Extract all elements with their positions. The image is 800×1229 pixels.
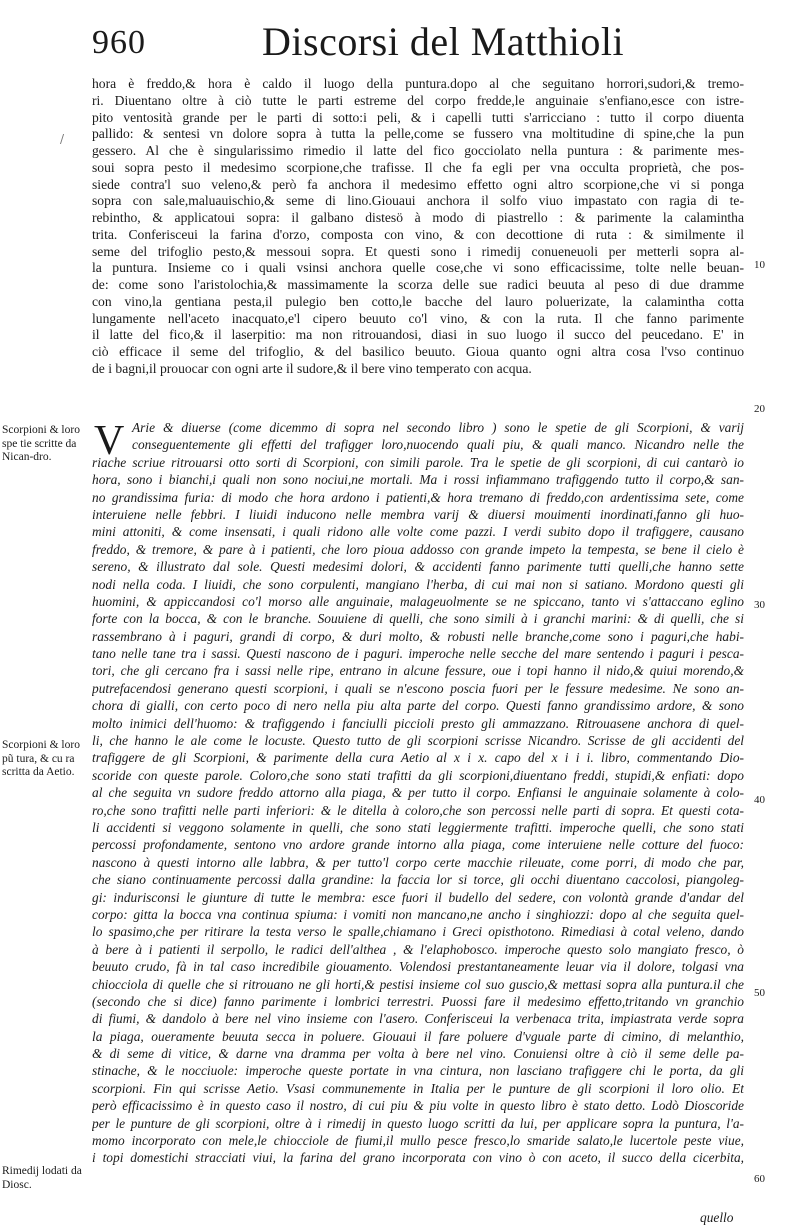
- text-line: interuiene nelle febbri. I liuidi inducono nelle membra varij & diuersi mouimenti inordinati,fanno gli huo-: [92, 506, 744, 522]
- text-line: hora è freddo,& hora è caldo il luogo della puntura.dopo al che seguitano horrori,sudori,& tremo-: [92, 76, 744, 91]
- text-line: de i bagni,il prouocar con ogni arte il sudore,& il bere vino temperato con acqua.: [92, 360, 532, 376]
- page-number: 960: [92, 24, 146, 61]
- text-line: con vino,la gentiana pesta,il pulegio ben cotto,le bacche del lauro poluerizate, la calamintha cotta: [92, 293, 744, 309]
- margin-note: Scorpioni & loro pũ tura, & cu ra scritta da Aetio.: [2, 739, 80, 778]
- text-line: sereno, & illustrato dal sole. Questi medesimi dolori, & accidenti fanno parimente tutti quelli,che hanno sette: [92, 559, 744, 575]
- text-line: corpo: gitta la bocca vna continua spiuma: i vomiti non mancano,ne ancho i singhiozzi: dopo al che seguita quel-: [92, 906, 744, 922]
- text-line: seme del trifoglio pesto,& messoui sopra. Et questi sono i rimedij conueneuoli per metterli sopra al-: [92, 243, 744, 259]
- text-line: il latte del fico,& il laserpitio: ma non ritrouandosi, diasi in suo luogo il succo del peucedano. E' in: [92, 327, 744, 343]
- text-line: trita. Conferisceui la farina d'orzo, composta con vino, & con decottione di ruta : & similmente il: [92, 226, 744, 242]
- line-number: 60: [754, 1173, 765, 1185]
- text-line: tori, che gli cercano fra i sassi nelle ripe, entrano in alcune fessure, oue i topi hanno il nido,& quiui morendo,&: [92, 663, 744, 679]
- text-line: freddo, & tremore, & pare à i patienti, che loro pioua addosso con grande impeto la tempesta, se bene il cielo è: [92, 541, 744, 557]
- text-line: nodi nella coda. I liuidi, che sono corpulenti, mangiano l'herba, di cui mai non si satiano. Mordono questi gli: [92, 576, 744, 592]
- text-line: lungamente nell'aceto inacquato,e'l cipero beuuto co'l vino, & con la ruta. Il che fanno parimente: [92, 310, 744, 326]
- text-line: la puntura. Insieme co i quali vsinsi anchora quelle cose,che vi sono efficacissime, tolte nelle beuan-: [92, 260, 744, 276]
- text-line: i topi domestichi stracciati viui, la farina del grano incorporata con vino ò con aceto, il succo della cicerbita,: [92, 1150, 744, 1166]
- text-line: conseguentemente gli effetti del trafigger loro,nuocendo quali piu, & quali manco. Nicandro nelle the: [132, 437, 744, 453]
- text-line: molto inimici dell'huomo: & trafiggendo i fanciulli piccioli presto gli ammazzano. Ritrouasene anchora di quel-: [92, 715, 744, 731]
- text-line: tano nelle tane tra i sassi. Questi nascono de i paguri. imperoche nelle secche del mare sentendo i paguri i pesca-: [92, 646, 744, 662]
- margin-note: Scorpioni & loro spe tie scritte da Nican-dro.: [2, 424, 80, 463]
- line-number: 10: [754, 259, 765, 271]
- upper-paragraph: [92, 76, 744, 378]
- text-line: li, che hanno le ale come le locuste. Questo tutto de gli scorpioni scrisse Nicandro. Scrisse de gli accidenti del: [92, 733, 744, 749]
- text-line: di fiumi, & dandolo à bere nel vino insieme con l'asero. Conferisceui la verbenaca trita, impiastrata verde sopra: [92, 1011, 744, 1027]
- text-line: no grandissima furia: di modo che hora ardono i patienti,& hora tremano di freddo,con ardentissima sete, come: [92, 489, 744, 505]
- text-line: Arie & diuerse (come dicemmo di sopra nel secondo libro ) sono le spetie de gli Scorpioni, & varij: [132, 420, 744, 435]
- text-line: scoride con queste parole. Coloro,che sono stati trafitti da gli scorpioni,diuentano freddi, stupidi,& enfiati: dopo: [92, 767, 744, 783]
- catchword: quello: [700, 1210, 734, 1225]
- text-line: hora, sono i bianchi,i quali non sono nociui,ne mortali. Ma i rossi infiammano trafiggendo tutto il corpo,& san-: [92, 472, 744, 488]
- text-line: ciò efficace il seme del trifoglio, & del basilico beuuto. Gioua quanto ogni altra cosa l'vso continuo: [92, 344, 744, 359]
- line-number: 30: [754, 599, 765, 611]
- margin-note: Rimedij lodati da Diosc.: [2, 1165, 82, 1191]
- text-line: mini attoniti, & come insensati, i quali ridono alle volte come pazzi. I verdi subito dopo il trafiggere, causano: [92, 524, 744, 540]
- text-line: scorpioni. Fin qui scrisse Aetio. Vsasi communemente in Italia per le punture de gli scorpioni il loro olio. Et: [92, 1080, 744, 1096]
- text-line: siede contra'l suo veleno,& però fa anchora il medesimo effetto ogni altro scorpione,che vi si ponga: [92, 176, 744, 192]
- text-line: gessero. Al che è singularissimo rimedio il latte del fico gocciolato nella puntura : & parimente mes-: [92, 143, 744, 158]
- text-line: sopra con sale,maluauischio,& seme di lino.Giouaui anchora il solfo viuo impastato con ragia di te-: [92, 193, 744, 209]
- line-number: 20: [754, 403, 765, 415]
- text-line: la piaga, oueramente beuuta secca in poluere. Giouaui il fare poluere d'vguale parte di cimino, di melanthio,: [92, 1028, 744, 1044]
- text-line: à bere à i patienti il serpollo, le radici dell'althea , & l'elaphobosco. imperoche questo solo mangiato fresco, ò: [92, 941, 744, 957]
- text-line: riache scriue ritrouarsi otto sorti di Scorpioni, con simili parole. Tra le spetie de gli scorpioni, di cui cantarò io: [92, 454, 744, 470]
- text-line: ri. Diuentano oltre à ciò tutte le parti estreme del corpo fredde,le anguinaie s'enfiano,esce con istre-: [92, 92, 744, 108]
- text-line: putrefacendosi generano questi scorpioni, i quali se n'escono poscia fuori per le fessure medesime. Ne sono an-: [92, 680, 744, 696]
- text-line: per le punture de gli scorpioni, oltre à i rimedij in questo luogo scritti da lui, per applicare sopra la puntura, l'a-: [92, 1115, 744, 1131]
- text-line: trafiggere de gli Scorpioni, & parimente della cura Aetio al x i x. capo del x i i i. libro, commentando Dio-: [92, 750, 744, 766]
- text-line: (secondo che si dice) fanno parimente i lombrici terrestri. Puossi fare il medesimo effetto,tritando vn granchio: [92, 993, 744, 1009]
- text-line: rebintho, & applicatoui sopra: il galbano distesö à modo di piastrello : & parimente la calamintha: [92, 210, 744, 225]
- text-line: momo incorporato con mele,le chiocciole de fiumi,il mullo pesce fresco,lo smaride salato,le lucertole peste viue,: [92, 1133, 744, 1149]
- text-line: gi: indurisconsi le giunture di tutte le membra: esce fuori il budello del sedere, con volontà grande d'andar del: [92, 889, 744, 905]
- text-line: soui sopra pesto il medesimo scorpione,che trafisse. Il che fa egli per vna occulta proprietà, che pos-: [92, 159, 744, 175]
- running-title: Discorsi del Matthioli: [262, 19, 625, 64]
- stray-ink-mark: /: [60, 132, 65, 146]
- lower-paragraph: [92, 419, 744, 1167]
- text-line: però efficacissimo è in questo caso il nostro, di cui piu & piu volte in questo libro è stato detto. Lodò Dioscoride: [92, 1098, 744, 1114]
- text-line: de: come sono l'aristolochia,& massimamente la scorza delle sue radici beuuta al peso di due dramme: [92, 277, 744, 292]
- text-line: al che seguita vn sudore freddo attorno alla piaga, & per tutto il corpo. Enfiansi le anguinaie solamente à colo-: [92, 785, 744, 801]
- text-line: rassembrano à i paguri, grandi di corpo, & duri molto, & robusti nelle branche,come sono i paguri,che habi-: [92, 628, 744, 644]
- text-line: li accidenti si veggono solamente in quelli, che sono stati leggiermente trafitti. imperoche quelli, che sono stati: [92, 819, 744, 835]
- text-line: pito ventosità grande per le parti di sotto:i peli, & i capelli tutti s'arricciano : tutto il corpo diuenta: [92, 109, 744, 125]
- text-line: stinache, & le nocciuole: imperoche queste portate in vna cintura, non lasciano trafiggere chi le porta, da gli: [92, 1063, 744, 1079]
- text-line: chora di gialli, con certo poco di nero nella piu alta parte del corpo. Questi fanno grandissimo ardore, & sono: [92, 698, 744, 714]
- text-line: chiocciola di quelle che si ritrouano ne gli horti,& pestisi insieme col suo guscio,& mettasi sopra alla puntura.il che: [92, 976, 744, 992]
- drop-cap: V: [94, 418, 125, 464]
- text-line: huomini, & appiccandosi co'l morso alle anguinaie, malageuolmente se ne spiccano, tanto vi s'attaccano eglino: [92, 593, 744, 609]
- text-line: percossi profondamente, sentono vno ardore grande intorno alla piaga, come interuiene nelle cotture del fuoco:: [92, 837, 744, 853]
- text-line: & di seme di vitice, & darne vna dramma per volta à bere nel vino. Conuiensi oltre à ciò il seme delle pa-: [92, 1046, 744, 1062]
- text-line: pallido: & sentesi vn dolore sopra à tutta la pelle,come se fussero vna moltitudine di spine,che la pun: [92, 126, 744, 142]
- text-line: ro,che sono trafitti nelle parti inferiori: & le ditella à coloro,che son percossi nelle parti di sopra. Et questi cota-: [92, 802, 744, 818]
- text-line: lo spasimo,che per ritirare la testa verso le spalle,chiamano i Greci opisthotono. Rimediasi à cotal veleno, dando: [92, 924, 744, 940]
- text-line: nascono à questi intorno alle labbra, & per tutto'l corpo certe macchie rileuate, come porri, di modo che par,: [92, 854, 744, 870]
- text-line: che siano continuamente percossi dalla grandine: la faccia lor si torce, gli occhi diuentano caccolosi, piangoleg-: [92, 872, 744, 888]
- line-number: 40: [754, 794, 765, 806]
- text-line: beuuto crudo, fà in tal caso incredibile giouamento. Volendosi prestantaneamente leuar via il dolore, tolgasi vna: [92, 959, 744, 975]
- line-number: 50: [754, 987, 765, 999]
- text-line: forte con la bocca, & con le branche. Souuiene di quelli, che sono simili à i granchi marini: & di quelli, che si: [92, 611, 744, 627]
